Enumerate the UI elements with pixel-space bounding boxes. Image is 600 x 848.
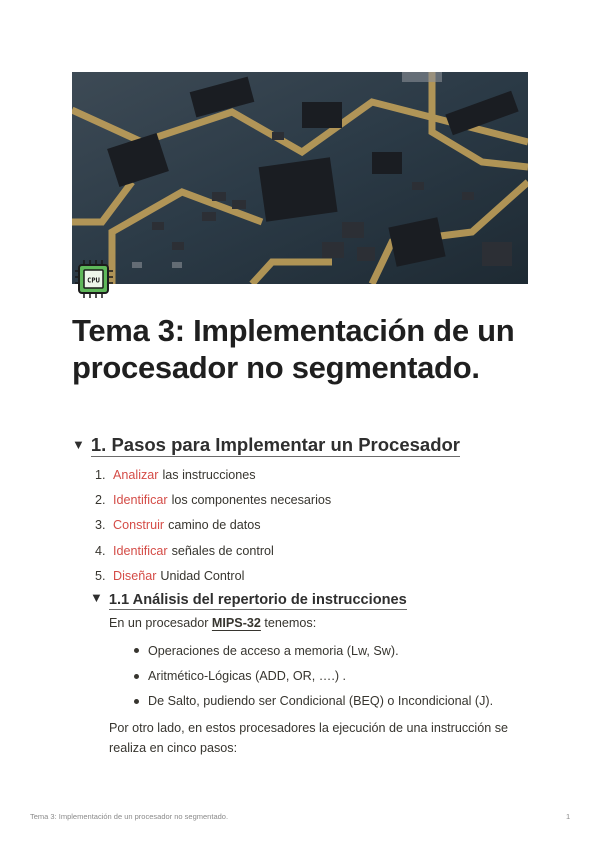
paragraph: Por otro lado, en estos procesadores la ejecución de una instrucción se realiza en cinco pasos:	[109, 721, 509, 755]
bullet-icon	[134, 648, 139, 653]
cover-image	[72, 72, 528, 284]
section-1-1-title: 1.1 Análisis del repertorio de instrucciones	[108, 592, 407, 608]
bullet-icon	[134, 699, 139, 704]
list-item: 1. Analizar las instrucciones	[95, 467, 256, 482]
intro-text: En un procesador MIPS-32 tenemos:	[109, 616, 317, 630]
instruction-types-list	[134, 638, 534, 714]
svg-text:CPU: CPU	[87, 276, 100, 285]
toggle-triangle-icon[interactable]: ▼	[72, 437, 85, 452]
list-item: 4. Identificar señales de control	[95, 543, 274, 558]
mips-term: MIPS-32	[211, 616, 261, 630]
list-item: Aritmético-Lógicas (ADD, OR, ….) .	[134, 663, 534, 688]
footer-title: Tema 3: Implementación de un procesador no segmentado.	[30, 812, 229, 821]
list-item: Operaciones de acceso a memoria (Lw, Sw).	[134, 638, 534, 663]
list-item: 5. Diseñar Unidad Control	[95, 569, 245, 584]
section-1-title: 1. Pasos para Implementar un Procesador	[90, 434, 460, 455]
list-item: 2. Identificar los componentes necesarios	[95, 493, 332, 508]
list-item: De Salto, pudiendo ser Condicional (BEQ) o Incondicional (J).	[134, 689, 534, 714]
section-1-heading[interactable]	[72, 434, 460, 456]
toggle-triangle-icon[interactable]: ▼	[90, 590, 103, 605]
page-title: Tema 3: Implementación de un procesador no segmentado.	[72, 313, 515, 385]
bullet-icon	[134, 674, 139, 679]
steps-list	[95, 462, 535, 589]
section-1-1-heading[interactable]	[90, 590, 407, 608]
cpu-icon	[74, 258, 114, 300]
page-number: 1	[566, 812, 571, 821]
list-item: 3. Construir camino de datos	[95, 518, 261, 533]
